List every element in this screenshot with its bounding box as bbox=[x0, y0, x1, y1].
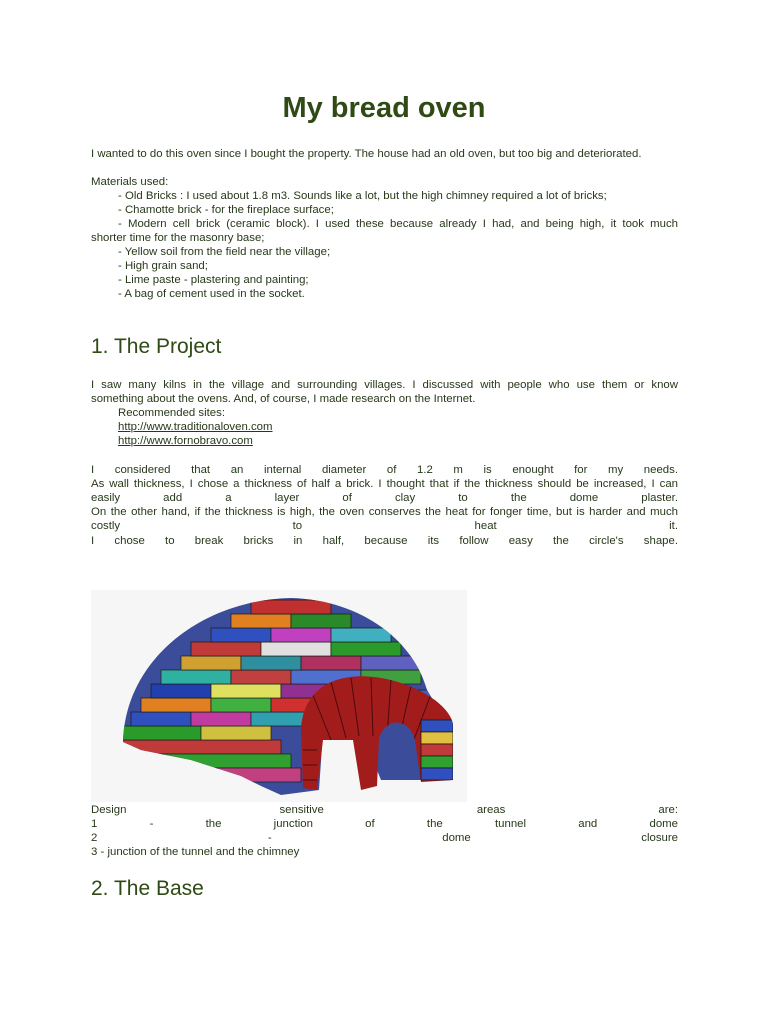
section-heading-base: 2. The Base bbox=[91, 877, 204, 900]
materials-item: shorter time for the masonry base; bbox=[91, 232, 265, 244]
materials-heading: Materials used: bbox=[91, 176, 169, 188]
materials-item: - A bag of cement used in the socket. bbox=[118, 288, 305, 300]
design-line: 2 - dome closure bbox=[91, 832, 678, 844]
link-traditionaloven[interactable]: http://www.traditionaloven.com bbox=[118, 421, 273, 433]
recommended-sites-label: Recommended sites: bbox=[118, 407, 225, 419]
project-paragraph-line: I chose to break bricks in half, because its follow easy the circle's shape. bbox=[91, 535, 678, 547]
oven-dome-illustration bbox=[91, 590, 467, 802]
materials-item: - Chamotte brick - for the fireplace surface; bbox=[118, 204, 334, 216]
project-paragraph-line: I saw many kilns in the village and surrounding villages. I discussed with people who use them or know bbox=[91, 379, 678, 391]
intro-paragraph: I wanted to do this oven since I bought the property. The house had an old oven, but too big and deteriorated. bbox=[91, 148, 642, 160]
design-line: Design sensitive areas are: bbox=[91, 804, 678, 816]
section-heading-project: 1. The Project bbox=[91, 335, 222, 358]
project-paragraph-line: something about the ovens. And, of course, I made research on the Internet. bbox=[91, 393, 476, 405]
project-paragraph-line: I considered that an internal diameter of 1.2 m is enought for my needs. bbox=[91, 464, 678, 476]
materials-item: - Yellow soil from the field near the village; bbox=[118, 246, 331, 258]
oven-dome-model-image bbox=[91, 590, 467, 802]
project-paragraph-line: costly to heat it. bbox=[91, 520, 678, 532]
design-line: 1 - the junction of the tunnel and dome bbox=[91, 818, 678, 830]
materials-item: - Lime paste - plastering and painting; bbox=[118, 274, 309, 286]
materials-item: - High grain sand; bbox=[118, 260, 208, 272]
materials-item: - Modern cell brick (ceramic block). I used these because already I had, and being high, it took much bbox=[118, 218, 678, 230]
project-paragraph-line: On the other hand, if the thickness is high, the oven conserves the heat for fonger time, but is harder and much bbox=[91, 506, 678, 518]
design-line: 3 - junction of the tunnel and the chimney bbox=[91, 846, 300, 858]
link-fornobravo[interactable]: http://www.fornobravo.com bbox=[118, 435, 253, 447]
materials-item: - Old Bricks : I used about 1.8 m3. Sounds like a lot, but the high chimney required a lot of bricks; bbox=[118, 190, 607, 202]
page-title: My bread oven bbox=[282, 92, 486, 124]
project-paragraph-line: easily add a layer of clay to the dome plaster. bbox=[91, 492, 678, 504]
project-paragraph-line: As wall thickness, I chose a thickness of half a brick. I thought that if the thickness should be increased, I can bbox=[91, 478, 678, 490]
